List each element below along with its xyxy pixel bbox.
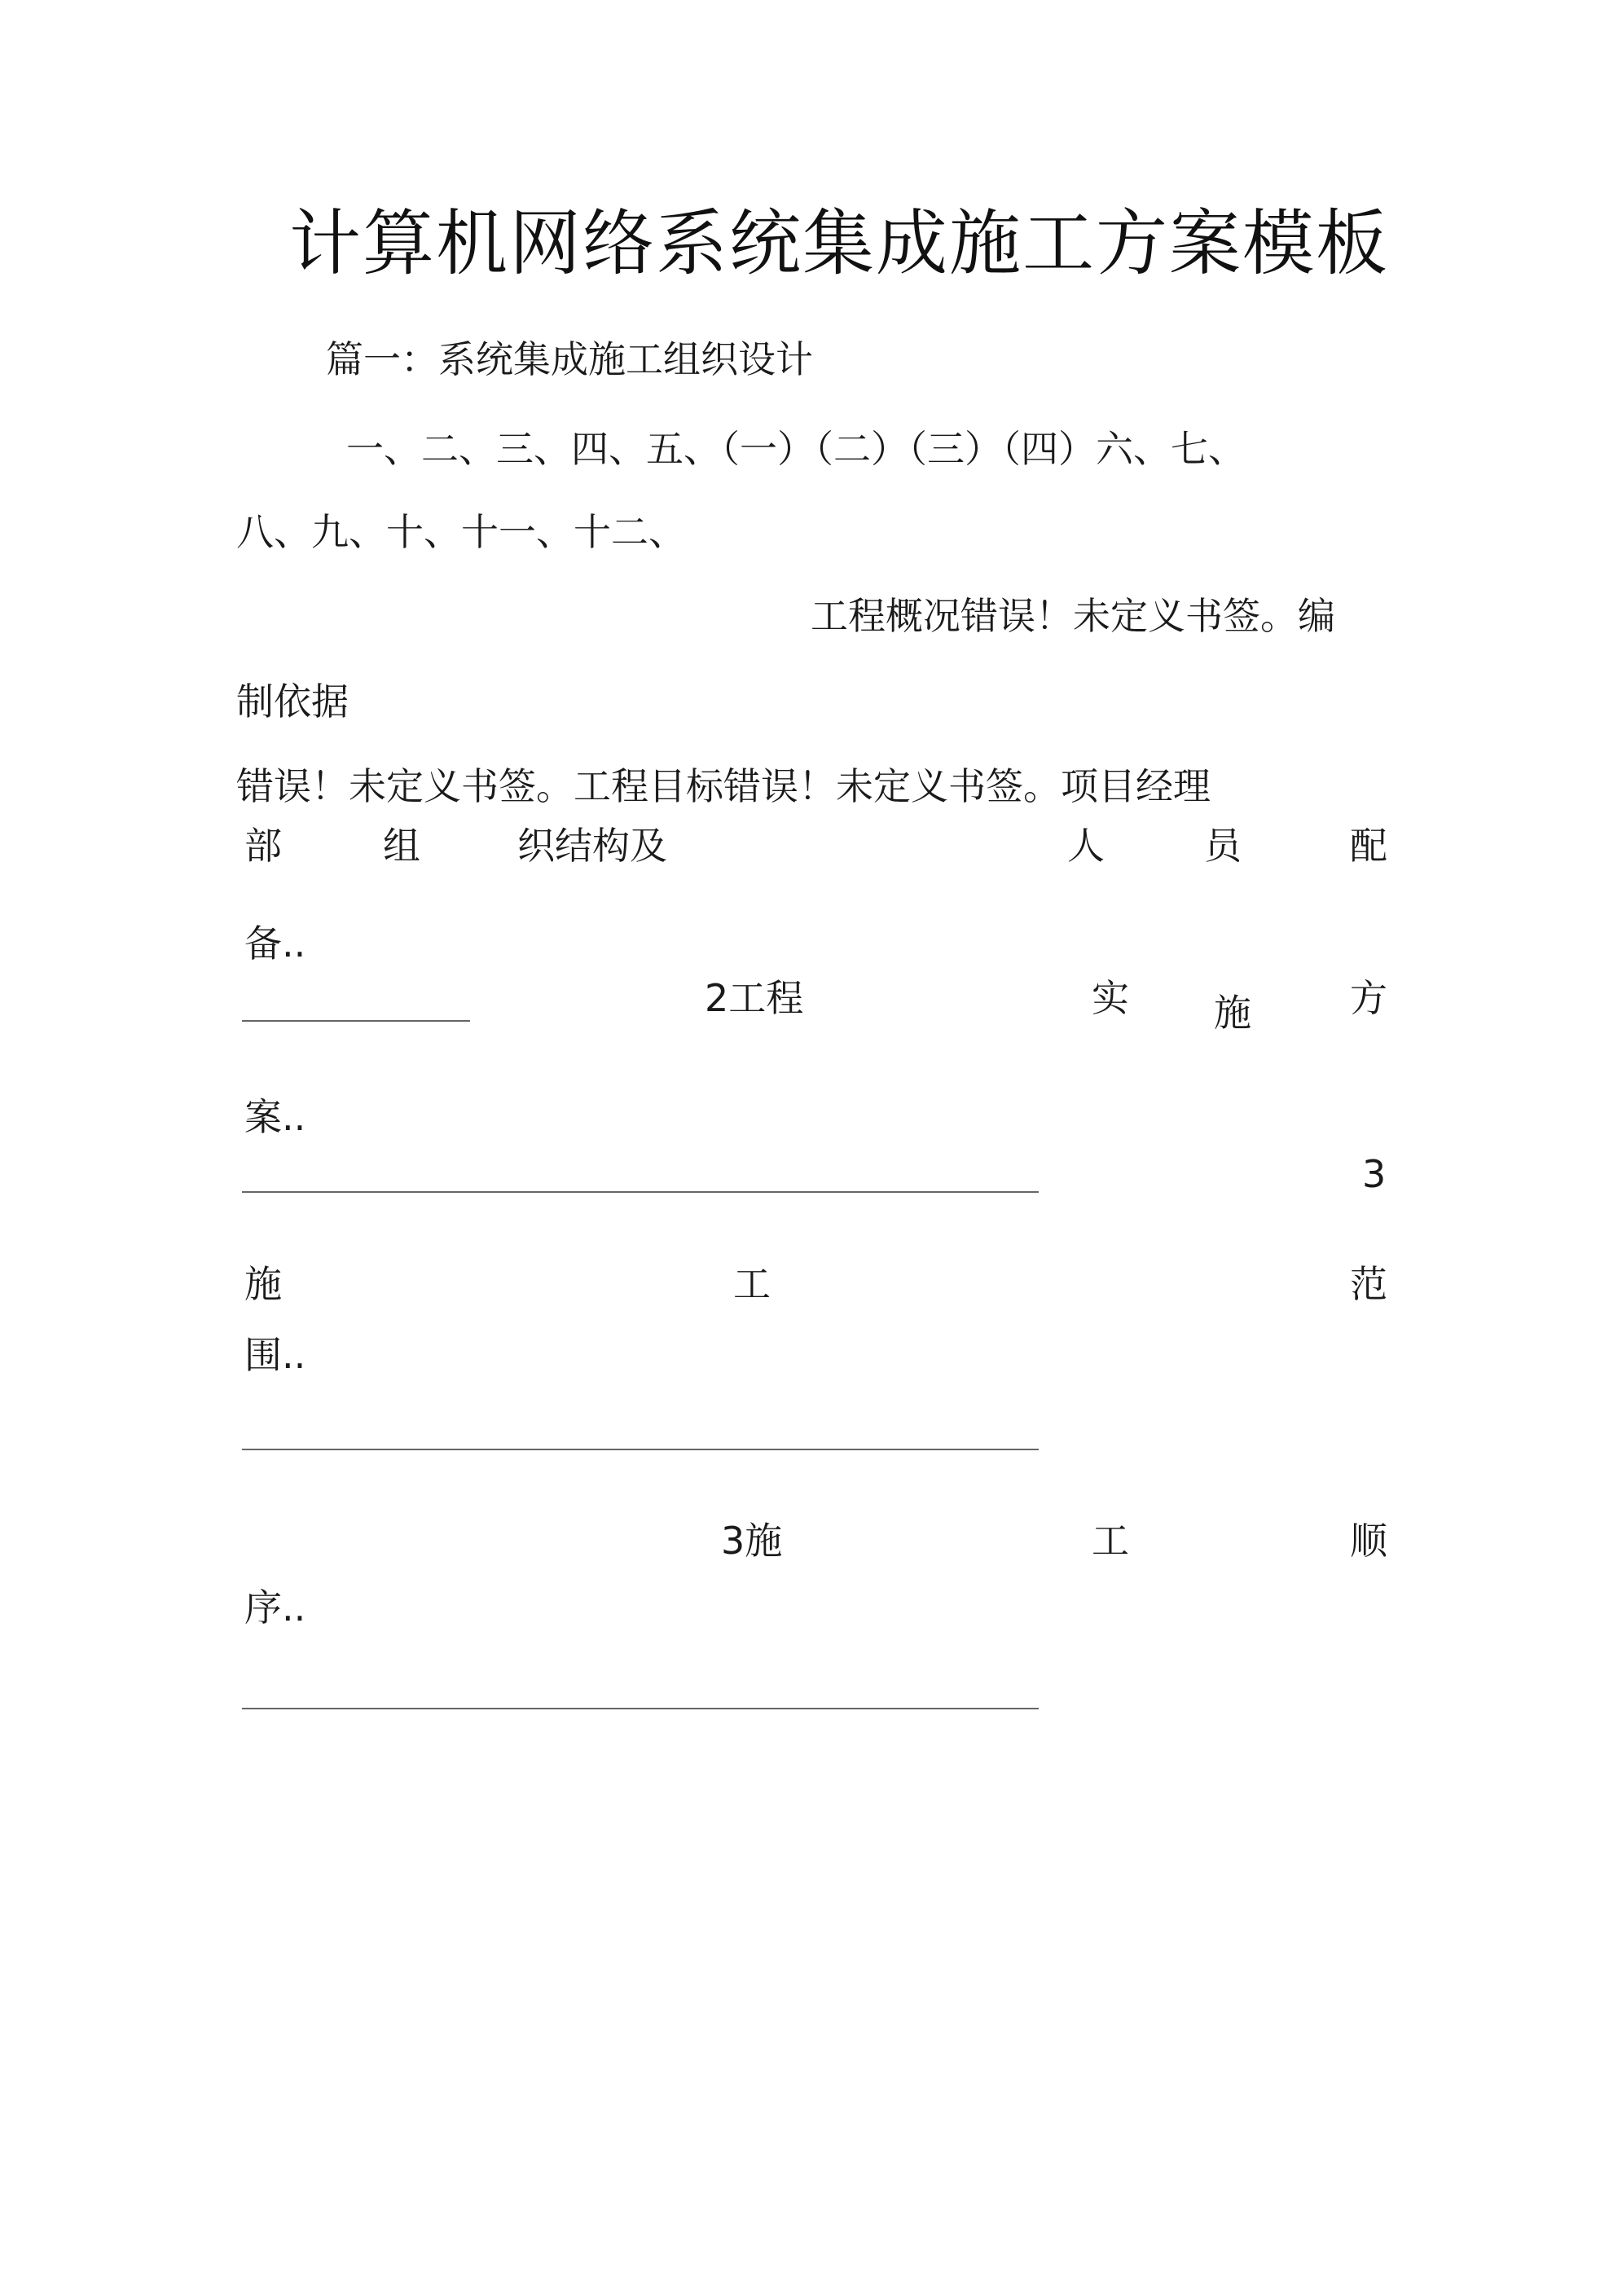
document-title: 计算机网络系统集成施工方案模板 [289,201,1390,285]
org-word-5: 员 [1204,824,1242,868]
scope-word-2: 工 [733,1262,771,1306]
scope-word-1: 施 [244,1262,282,1306]
org-word-2: 组 [383,824,420,868]
subtitle: 篇一：系统集成施工组织设计 [326,337,813,381]
org-end: 备.. [244,921,306,965]
enumeration-line-2: 八、九、十、十一、十二、 [236,510,686,554]
enumeration-line-1: 一、二、三、四、五、（一）（二）（三）（四）六、七、 [346,427,1246,471]
sequence-end: 序.. [244,1586,306,1630]
org-word-6: 配 [1350,824,1387,868]
page-number-3a: 3 [1362,1152,1387,1196]
basis-label: 制依据 [236,680,349,724]
toc-rule-3 [242,1449,1039,1450]
toc-rule-2 [242,1191,1039,1193]
toc-rule-1 [242,1020,470,1022]
plan-word-3: 施 [1214,991,1251,1035]
scope-end: 围.. [244,1333,306,1377]
error-line: 错误！未定义书签。工程目标错误！未定义书签。项目经理 [236,764,1211,808]
plan-word-2: 实 [1092,976,1129,1020]
plan-word-1: 2工程 [705,976,804,1020]
toc-rule-4 [242,1708,1039,1709]
org-word-3: 织结构及 [517,824,667,868]
org-word-1: 部 [244,824,282,868]
overview-line: 工程概况错误！未定义书签。编 [811,594,1335,638]
sequence-word-3: 顺 [1350,1519,1387,1563]
scope-word-3: 范 [1350,1262,1387,1306]
sequence-word-2: 工 [1092,1519,1129,1563]
plan-word-4: 方 [1350,976,1387,1020]
org-word-4: 人 [1067,824,1105,868]
sequence-word-1: 3施 [721,1519,783,1563]
plan-end: 案.. [244,1095,306,1139]
